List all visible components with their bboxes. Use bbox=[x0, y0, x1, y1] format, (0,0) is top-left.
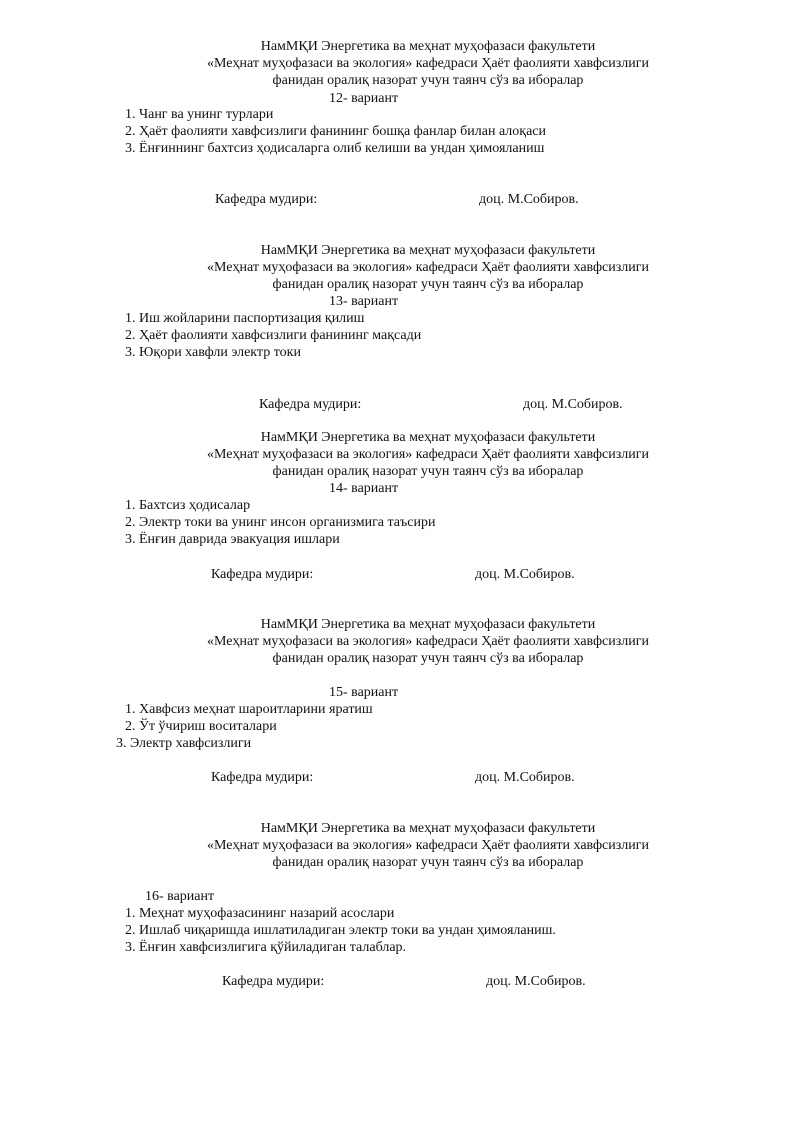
head-name: доц. М.Собиров. bbox=[475, 770, 575, 785]
head-name: доц. М.Собиров. bbox=[475, 567, 575, 582]
department-heading: «Меҳнат муҳофазаси ва экология» кафедраси Ҳаёт фаолияти хавфсизлиги bbox=[207, 447, 649, 462]
variant-number: 16- вариант bbox=[145, 889, 215, 904]
list-item: 2. Ҳаёт фаолияти хавфсизлиги фанининг мақсади bbox=[125, 328, 422, 343]
department-heading: «Меҳнат муҳофазаси ва экология» кафедраси Ҳаёт фаолияти хавфсизлиги bbox=[207, 634, 649, 649]
list-item: 1. Иш жойларини паспортизация қилиш bbox=[125, 311, 365, 326]
list-item: 3. Ёнғиннинг бахтсиз ҳодисаларга олиб келиши ва ундан ҳимояланиш bbox=[125, 141, 545, 156]
subject-heading: фанидан оралиқ назорат учун таянч сўз ва иборалар bbox=[272, 73, 584, 88]
list-item: 3. Ёнғин даврида эвакуация ишлари bbox=[125, 532, 340, 547]
head-label: Кафедра мудири: bbox=[259, 397, 362, 412]
faculty-heading: НамМҚИ Энергетика ва меҳнат муҳофазаси факультети bbox=[260, 39, 596, 54]
subject-heading: фанидан оралиқ назорат учун таянч сўз ва иборалар bbox=[272, 277, 584, 292]
subject-heading: фанидан оралиқ назорат учун таянч сўз ва иборалар bbox=[272, 651, 584, 666]
faculty-heading: НамМҚИ Энергетика ва меҳнат муҳофазаси факультети bbox=[260, 430, 596, 445]
head-name: доц. М.Собиров. bbox=[486, 974, 586, 989]
subject-heading: фанидан оралиқ назорат учун таянч сўз ва иборалар bbox=[272, 464, 584, 479]
head-name: доц. М.Собиров. bbox=[523, 397, 623, 412]
list-item: 1. Чанг ва унинг турлари bbox=[125, 107, 274, 122]
head-name: доц. М.Собиров. bbox=[479, 192, 579, 207]
variant-number: 12- вариант bbox=[329, 91, 399, 106]
list-item: 1. Бахтсиз ҳодисалар bbox=[125, 498, 251, 513]
department-heading: «Меҳнат муҳофазаси ва экология» кафедраси Ҳаёт фаолияти хавфсизлиги bbox=[207, 838, 649, 853]
faculty-heading: НамМҚИ Энергетика ва меҳнат муҳофазаси факультети bbox=[260, 821, 596, 836]
list-item: 1. Меҳнат муҳофазасининг назарий асослари bbox=[125, 906, 395, 921]
department-heading: «Меҳнат муҳофазаси ва экология» кафедраси Ҳаёт фаолияти хавфсизлиги bbox=[207, 56, 649, 71]
faculty-heading: НамМҚИ Энергетика ва меҳнат муҳофазаси факультети bbox=[260, 243, 596, 258]
list-item: 2. Электр токи ва унинг инсон организмига таъсири bbox=[125, 515, 436, 530]
head-label: Кафедра мудири: bbox=[211, 567, 314, 582]
department-heading: «Меҳнат муҳофазаси ва экология» кафедраси Ҳаёт фаолияти хавфсизлиги bbox=[207, 260, 649, 275]
list-item: 3. Юқори хавфли электр токи bbox=[125, 345, 301, 360]
head-label: Кафедра мудири: bbox=[215, 192, 318, 207]
list-item: 3. Электр хавфсизлиги bbox=[116, 736, 252, 751]
list-item: 2. Ҳаёт фаолияти хавфсизлиги фанининг бошқа фанлар билан алоқаси bbox=[125, 124, 546, 139]
faculty-heading: НамМҚИ Энергетика ва меҳнат муҳофазаси факультети bbox=[260, 617, 596, 632]
variant-number: 14- вариант bbox=[329, 481, 399, 496]
list-item: 1. Хавфсиз меҳнат шароитларини яратиш bbox=[125, 702, 373, 717]
list-item: 2. Ўт ўчириш воситалари bbox=[125, 719, 277, 734]
variant-number: 13- вариант bbox=[329, 294, 399, 309]
list-item: 3. Ёнғин хавфсизлигига қўйиладиган талаблар. bbox=[125, 940, 407, 955]
head-label: Кафедра мудири: bbox=[211, 770, 314, 785]
head-label: Кафедра мудири: bbox=[222, 974, 325, 989]
subject-heading: фанидан оралиқ назорат учун таянч сўз ва иборалар bbox=[272, 855, 584, 870]
list-item: 2. Ишлаб чиқаришда ишлатиладиган электр токи ва ундан ҳимояланиш. bbox=[125, 923, 556, 938]
variant-number: 15- вариант bbox=[329, 685, 399, 700]
